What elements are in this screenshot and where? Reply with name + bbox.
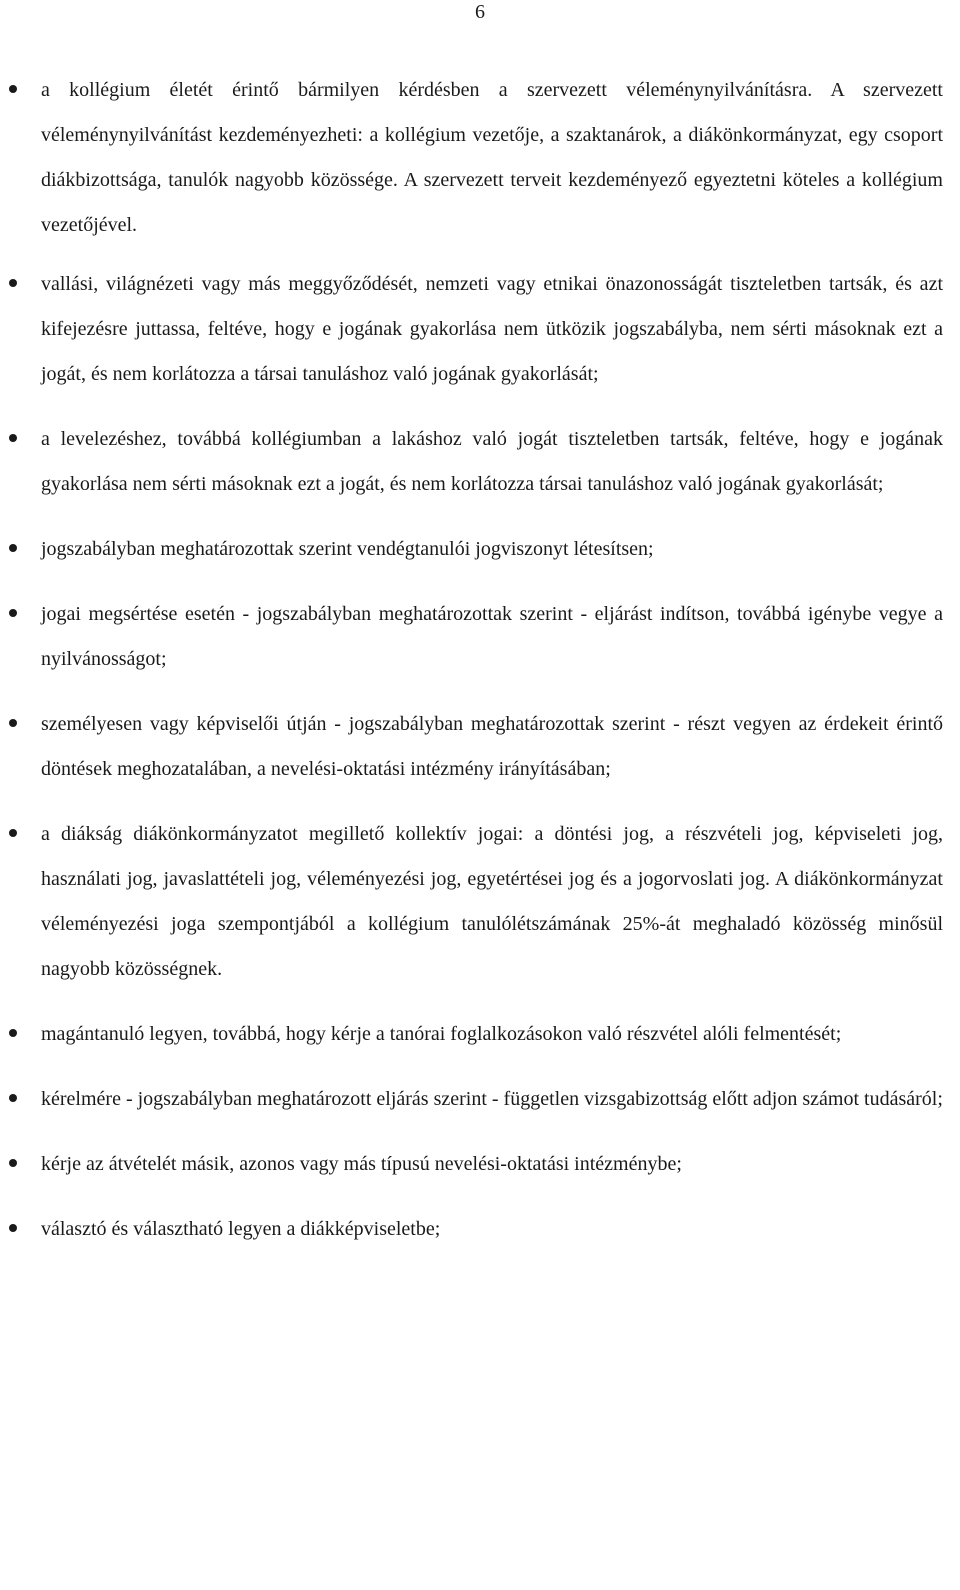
list-item <box>0 812 960 992</box>
list-item-text: kérje az átvételét másik, azonos vagy más típusú nevelési-oktatási intézménybe; <box>41 1153 682 1175</box>
list-item <box>0 68 960 248</box>
list-item-text: a levelezéshez, továbbá kollégiumban a lakáshoz való jogát tiszteletben tartsák, feltéve, hogy e jogának gyakorlása nem sérti másoknak ezt a jogát, és nem korlátozza társai tanuláshoz való jogának gyakorlását; <box>41 428 943 495</box>
bullet-icon <box>9 829 17 837</box>
bullet-icon <box>9 1159 17 1167</box>
list-item <box>0 1077 960 1122</box>
list-item <box>0 702 960 792</box>
list-item-text: jogszabályban meghatározottak szerint vendégtanulói jogviszonyt létesítsen; <box>41 538 654 560</box>
rights-bullet-list <box>0 68 960 1272</box>
bullet-icon <box>9 279 17 287</box>
list-item-text: személyesen vagy képviselői útján - jogszabályban meghatározottak szerint - részt vegyen az érdekeit érintő döntések meghozatalában, a nevelési-oktatási intézmény irányításában; <box>41 713 943 780</box>
bullet-icon <box>9 719 17 727</box>
list-item <box>0 527 960 572</box>
list-item <box>0 1142 960 1187</box>
list-item-text: vallási, világnézeti vagy más meggyőződését, nemzeti vagy etnikai önazonosságát tiszteletben tartsák, és azt kifejezésre juttassa, feltéve, hogy e jogának gyakorlása nem ütközik jogszabályba, nem sérti másoknak ezt a jogát, és nem korlátozza a társai tanuláshoz való jogának gyakorlását; <box>41 273 943 385</box>
page-number: 6 <box>475 1 485 23</box>
list-item-text: magántanuló legyen, továbbá, hogy kérje a tanórai foglalkozásokon való részvétel alóli felmentését; <box>41 1023 842 1045</box>
list-item-text: a diákság diákönkormányzatot megillető kollektív jogai: a döntési jog, a részvételi jog, képviseleti jog, használati jog, javaslattételi jog, véleményezési jog, egyetértései jog és a jogorvoslati jog. A diákönkormányzat véleményezési joga szempontjából a kollégium tanulólétszámának 25%-át meghaladó közösség minősül nagyobb közösségnek. <box>41 823 943 980</box>
list-item-text: a kollégium életét érintő bármilyen kérdésben a szervezett véleménynyilvánításra. A szervezett véleménynyilvánítást kezdeményezheti: a kollégium vezetője, a szaktanárok, a diákönkormányzat, egy csoport diákbizottsága, tanulók nagyobb közössége. A szervezett terveit kezdeményező egyeztetni köteles a kollégium vezetőjével. <box>41 79 943 236</box>
list-item <box>0 592 960 682</box>
bullet-icon <box>9 434 17 442</box>
list-item-text: jogai megsértése esetén - jogszabályban meghatározottak szerint - eljárást indítson, továbbá igénybe vegye a nyilvánosságot; <box>41 603 943 670</box>
list-item <box>0 417 960 507</box>
bullet-icon <box>9 85 17 93</box>
list-item <box>0 1012 960 1057</box>
bullet-icon <box>9 1094 17 1102</box>
bullet-icon <box>9 1224 17 1232</box>
bullet-icon <box>9 1029 17 1037</box>
list-item <box>0 1207 960 1252</box>
bullet-icon <box>9 609 17 617</box>
list-item-text: választó és választható legyen a diákképviseletbe; <box>41 1218 441 1240</box>
list-item-text: kérelmére - jogszabályban meghatározott eljárás szerint - független vizsgabizottság előtt adjon számot tudásáról; <box>41 1088 943 1110</box>
bullet-icon <box>9 544 17 552</box>
list-item <box>0 262 960 397</box>
